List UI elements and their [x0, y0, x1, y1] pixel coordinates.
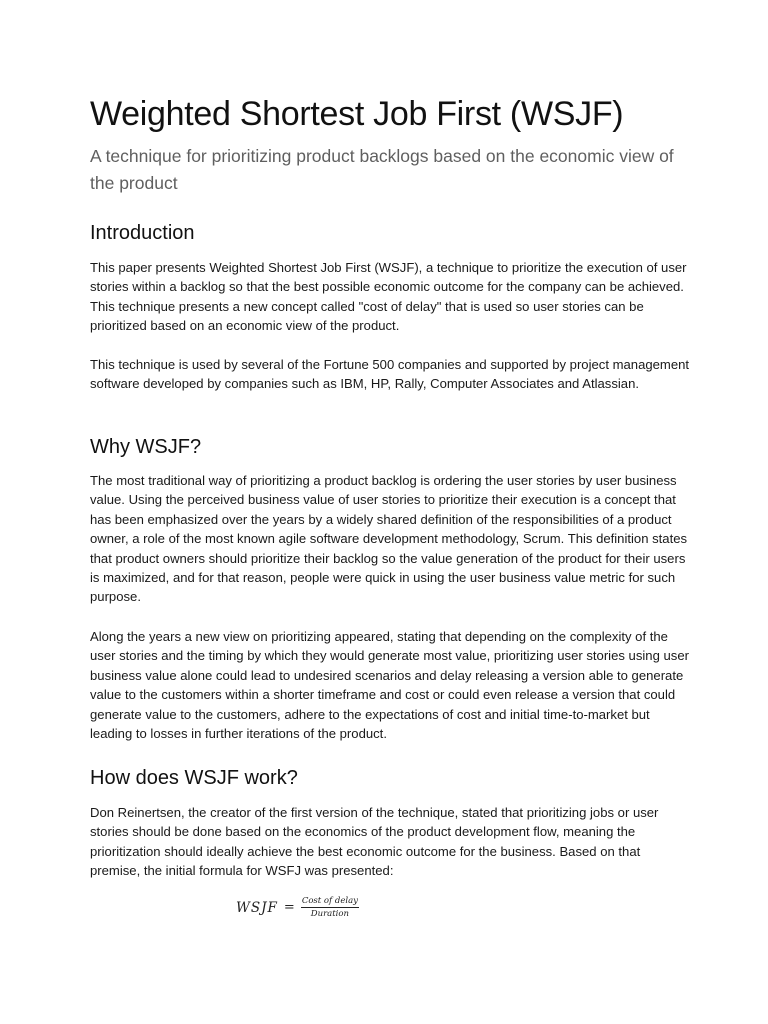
wsjf-formula	[236, 896, 359, 919]
section-heading-how-does-wsjf-work: How does WSJF work?	[90, 767, 298, 789]
section-heading-why-wsjf: Why WSJF?	[90, 436, 202, 458]
formula-fraction	[301, 896, 359, 919]
formula-denominator: Duration	[310, 909, 349, 919]
introduction-paragraph-1: This paper presents Weighted Shortest Job First (WSJF), a technique to prioritize the execution of user stories within a backlog so that the best possible economic outcome for the company can be achieved. This technique presents a new concept called "cost of delay" that is used so user stories can be prioritized based on an economic view of the product.	[90, 260, 687, 334]
formula-equals-sign: =	[283, 900, 295, 915]
how-wsjf-works-paragraph-1: Don Reinertsen, the creator of the first version of the technique, stated that prioritizing jobs or user stories should be done based on the economics of the product development flow, meaning the prioritization should ideally achieve the best economic outcome for the business. Based on that premise, the initial formula for WSFJ was presented:	[90, 805, 659, 879]
introduction-paragraph-2: This technique is used by several of the Fortune 500 companies and supported by project management software developed by companies such as IBM, HP, Rally, Computer Associates and Atlassian.	[90, 357, 690, 392]
formula-numerator: Cost of delay	[301, 896, 358, 906]
document-subtitle: A technique for prioritizing product backlogs based on the economic view of the product	[90, 146, 674, 193]
section-heading-introduction: Introduction	[90, 222, 195, 244]
formula-lhs: WSJF	[236, 899, 278, 916]
document-title: Weighted Shortest Job First (WSJF)	[90, 95, 624, 133]
why-wsjf-paragraph-2: Along the years a new view on prioritizing appeared, stating that depending on the complexity of the user stories and the timing by which they would generate most value, prioritizing user stories using user business value alone could lead to undesired scenarios and delay releasing a version able to generate value to the customers within a shorter timeframe and cost or could even release a version that could generate value to the customers, adhere to the expectations of cost and initial time-to-market but leading to losses in further iterations of the product.	[90, 629, 689, 742]
why-wsjf-paragraph-1: The most traditional way of prioritizing a product backlog is ordering the user stories by user business value. Using the perceived business value of user stories to prioritize their execution is a concept that has been emphasized over the years by a widely shared definition of the responsibilities of a product owner, a role of the most known agile software development methodology, Scrum. This definition states that product owners should prioritize their backlog so the value generation of the product for their users is maximized, and for that reason, people were quick in using the user business value metric for such purpose.	[90, 473, 688, 605]
